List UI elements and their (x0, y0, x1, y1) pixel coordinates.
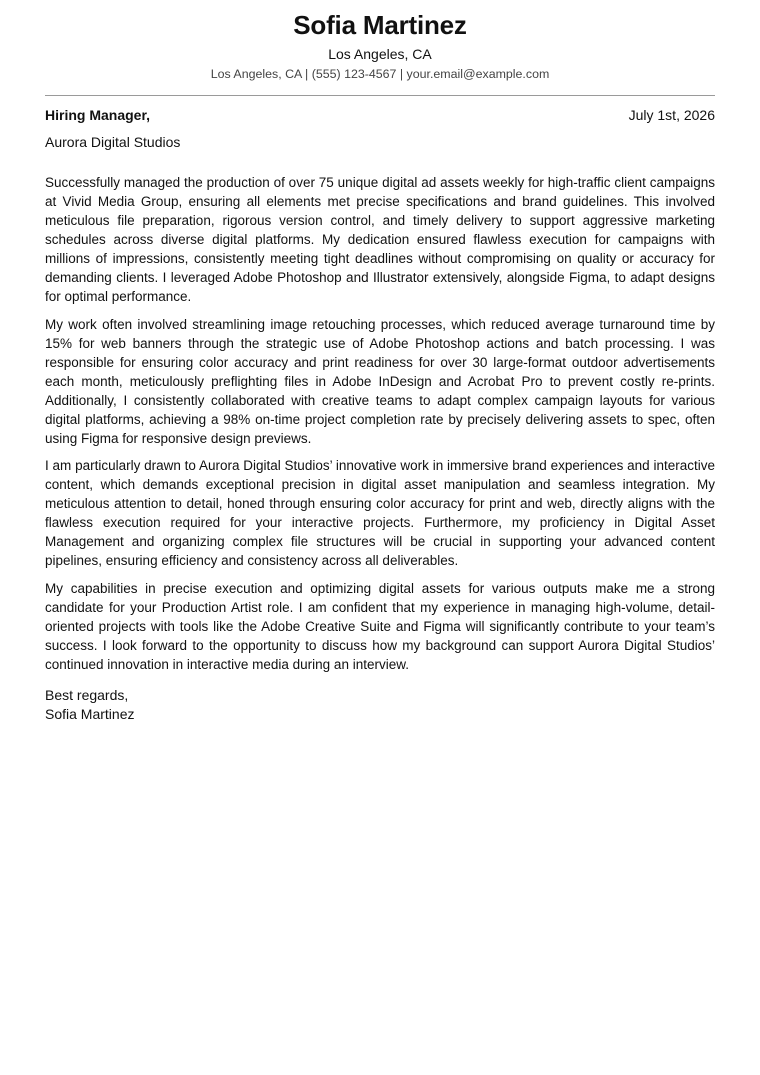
signature-name: Sofia Martinez (45, 705, 135, 722)
applicant-location: Los Angeles, CA (328, 46, 432, 62)
contact-line: Los Angeles, CA | (555) 123-4567 | your.email@example.com (210, 67, 550, 81)
closing-phrase: Best regards, (45, 686, 129, 703)
letter-body (45, 173, 715, 674)
body-paragraph: My capabilities in precise execution and optimizing digital assets for various outputs make me a strong candidate for your Production Artist role. I am confident that my experience in managing high-volume, detail-oriented projects with tools like the Adobe Creative Suite and Figma will significantly contribute to your team’s success. I look forward to the opportunity to discuss how my background can support Aurora Digital Studios’ continued innovation in interactive media during an interview. (45, 580, 715, 672)
header-divider (45, 95, 715, 96)
recipient-salutation: Hiring Manager, (45, 107, 151, 123)
body-paragraph: My work often involved streamlining image retouching processes, which reduced average turnaround time by 15% for web banners through the strategic use of Adobe Photoshop actions and batch processing. I was responsible for ensuring color accuracy and print readiness for over 30 large-format outdoor advertisements each month, meticulously preflighting files in Adobe InDesign and Acrobat Pro to prevent costly re-prints. Additionally, I consistently collaborated with creative teams to adapt complex campaign layouts for various digital platforms, achieving a 98% on-time project completion rate by precisely delivering assets to spec, often using Figma for responsive design previews. (45, 316, 715, 446)
salutation-row (45, 106, 715, 124)
applicant-name: Sofia Martinez (293, 10, 467, 40)
letter-closing (45, 686, 715, 724)
body-paragraph: I am particularly drawn to Aurora Digital Studios’ innovative work in immersive brand experiences and interactive content, which demands exceptional precision in digital asset manipulation and seamless integration. My meticulous attention to detail, honed through ensuring color accuracy for print and web, directly aligns with the flawless execution required for your interactive projects. Furthermore, my proficiency in Digital Asset Management and organizing complex file structures will be crucial in supporting your advanced content pipelines, ensuring efficiency and consistency across all deliverables. (45, 458, 715, 568)
cover-letter (45, 0, 715, 724)
body-paragraph: Successfully managed the production of over 75 unique digital ad assets weekly for high-traffic client campaigns at Vivid Media Group, ensuring all elements met precise specifications and brand guidelines. This involved meticulous file preparation, rigorous version control, and timely delivery to support aggressive marketing schedules across diverse digital platforms. My dedication ensured flawless execution for campaigns with millions of impressions, consistently meeting tight deadlines without compromising on quality or accuracy for demanding clients. I leveraged Adobe Photoshop and Illustrator extensively, alongside Figma, to adapt designs for optimal performance. (45, 175, 715, 304)
letter-date: July 1st, 2026 (628, 107, 715, 123)
recipient-company: Aurora Digital Studios (45, 134, 181, 150)
